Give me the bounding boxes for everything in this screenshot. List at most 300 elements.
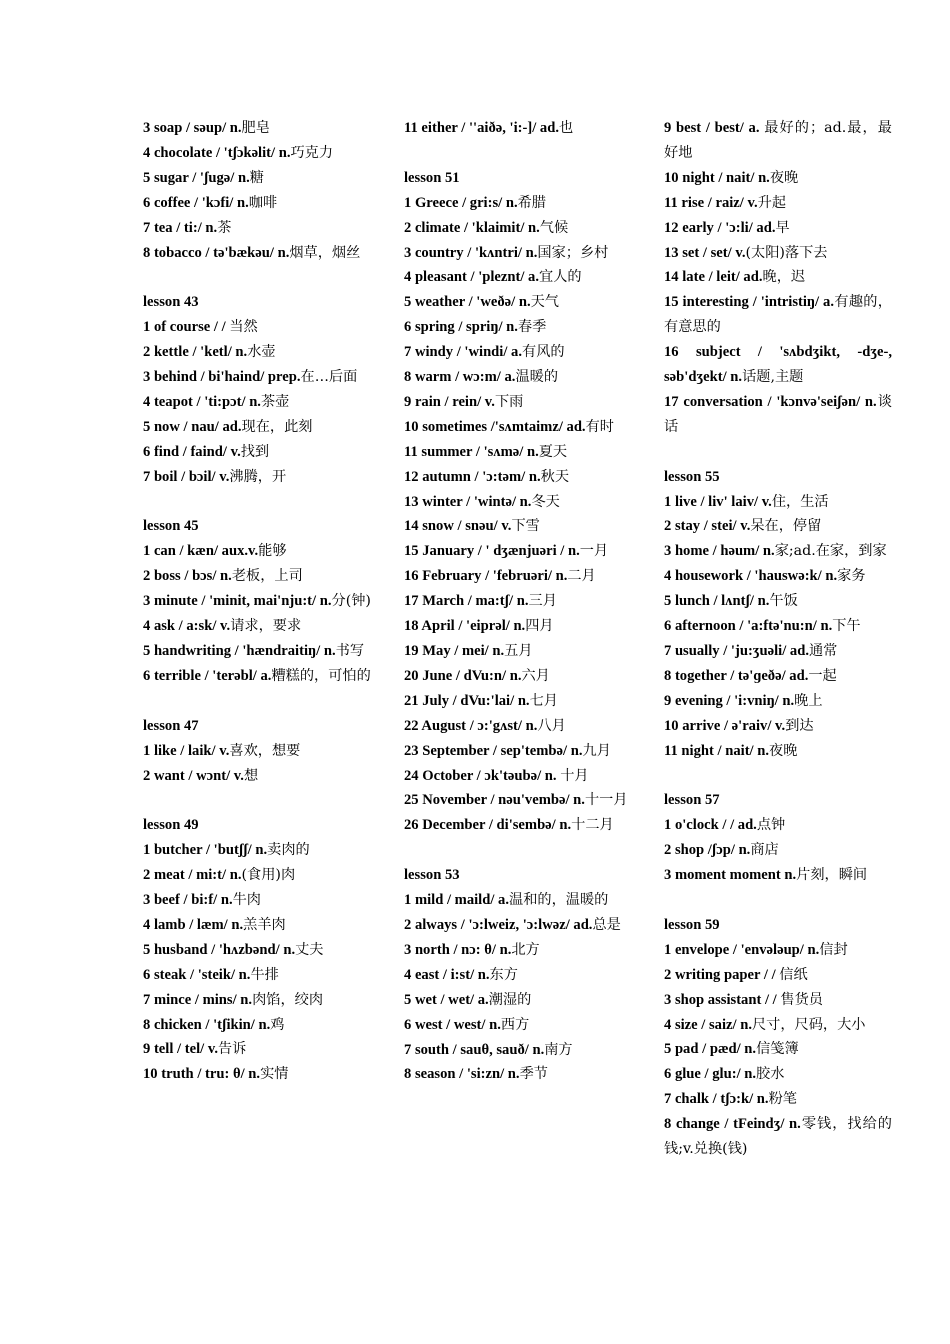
vocab-entry — [404, 1013, 632, 1038]
vocab-word: 23 September / sep'tembə/ n. — [404, 742, 583, 759]
vocab-meaning: 老板，上司 — [231, 568, 303, 585]
vocab-entry — [404, 938, 632, 963]
vocab-word: 10 arrive / ə'raiv/ v. — [664, 717, 786, 734]
lesson-heading: lesson 49 — [143, 817, 199, 834]
vocab-meaning: 书写 — [335, 643, 365, 659]
vocab-meaning: 鸡 — [270, 1016, 285, 1033]
vocab-entry — [143, 589, 371, 614]
vocab-entry — [143, 564, 371, 589]
vocab-entry — [404, 614, 632, 639]
vocab-entry — [143, 166, 371, 191]
vocab-entry — [404, 216, 632, 241]
vocab-entry — [404, 116, 632, 141]
vocab-entry — [143, 863, 371, 888]
vocab-meaning: 有时 — [585, 418, 614, 435]
vocab-entry — [143, 440, 371, 465]
vocab-entry — [143, 340, 371, 365]
vocab-word: 4 pleasant / 'pleznt/ a. — [404, 269, 539, 286]
vocab-meaning: 十二月 — [571, 817, 614, 834]
vocab-meaning: 胶水 — [756, 1066, 785, 1083]
vocab-word: 3 minute / 'minit, mai'nju:t/ n. — [143, 593, 332, 610]
vocab-meaning: 五月 — [504, 643, 533, 660]
lesson-heading: lesson 43 — [143, 294, 199, 311]
vocab-entry — [404, 290, 632, 315]
vocab-word: 11 rise / raiz/ v. — [664, 194, 758, 211]
vocab-entry — [664, 838, 892, 863]
vocab-entry — [404, 1038, 632, 1063]
vocab-word: 1 can / kæn/ aux.v. — [143, 543, 259, 560]
vocab-entry — [143, 1062, 371, 1087]
vocab-entry — [404, 813, 632, 838]
vocab-entry — [664, 166, 892, 191]
vocab-entry — [664, 191, 892, 216]
vocab-word: 16 February / 'februəri/ n. — [404, 568, 568, 585]
vocab-entry — [404, 365, 632, 390]
vocab-entry — [664, 340, 892, 390]
vocab-entry — [664, 216, 892, 241]
vocab-word: 24 October / ɔk'təubə/ n. — [404, 767, 561, 784]
vocab-entry — [664, 614, 892, 639]
vocab-meaning: 话题,主题 — [742, 369, 804, 386]
vocab-entry — [404, 340, 632, 365]
vocab-meaning: 晚，迟 — [762, 269, 806, 286]
vocab-word: 4 east / i:st/ n. — [404, 966, 490, 983]
vocab-meaning: 二月 — [567, 568, 596, 585]
vocab-entry — [664, 116, 892, 166]
vocab-entry — [404, 888, 632, 913]
vocab-meaning: (食用)肉 — [241, 867, 296, 884]
vocab-entry — [143, 913, 371, 938]
vocab-meaning: 住，生活 — [771, 493, 829, 510]
vocab-meaning: 总是 — [592, 916, 621, 933]
vocab-entry — [143, 191, 371, 216]
vocab-word: 2 kettle / 'ketl/ n. — [143, 344, 248, 361]
vocab-meaning: 咖啡 — [248, 194, 278, 211]
column-2 — [404, 116, 632, 1087]
section-spacer — [404, 141, 632, 166]
vocab-meaning: 也 — [558, 120, 574, 136]
vocab-entry — [143, 1013, 371, 1038]
vocab-entry — [664, 1112, 892, 1162]
vocab-meaning: 天气 — [530, 294, 559, 311]
vocab-entry — [404, 265, 632, 290]
vocab-word: 7 chalk / tʃɔ:k/ n. — [664, 1091, 769, 1108]
vocab-entry — [664, 564, 892, 589]
vocab-meaning: 信纸 — [779, 966, 808, 983]
vocab-word: 16 subject / 'sʌbdʒikt, -dʒe-, səb'dʒekt/ n. — [664, 344, 892, 386]
vocab-entry — [664, 539, 892, 564]
vocab-word: 20 June / dVu:n/ n. — [404, 667, 522, 684]
vocab-word: 10 night / nait/ n. — [664, 169, 770, 186]
vocab-word: 5 pad / pæd/ n. — [664, 1041, 757, 1058]
vocab-entry — [404, 465, 632, 490]
vocab-entry — [664, 1062, 892, 1087]
vocab-word: 5 wet / wet/ a. — [404, 991, 489, 1008]
vocab-meaning: 下雨 — [494, 393, 524, 410]
vocab-entry — [143, 664, 371, 689]
vocab-meaning: 实情 — [260, 1066, 289, 1083]
vocab-meaning: 夜晚 — [769, 169, 799, 186]
vocab-word: 3 soap / səup/ n. — [143, 120, 242, 136]
vocab-word: 3 north / nɔ: θ/ n. — [404, 941, 512, 958]
vocab-word: 11 either / ''aiðə, 'i:-]/ ad. — [404, 120, 559, 136]
vocab-meaning: 午饭 — [769, 593, 798, 610]
vocab-word: 3 moment moment n. — [664, 867, 797, 884]
vocab-entry — [404, 390, 632, 415]
vocab-entry — [404, 739, 632, 764]
vocab-word: 7 windy / 'windi/ a. — [404, 344, 523, 361]
vocab-word: 10 truth / tru: θ/ n. — [143, 1066, 261, 1083]
vocab-meaning: 烟草，烟丝 — [289, 244, 361, 261]
vocab-meaning: 牛肉 — [232, 892, 261, 909]
vocab-meaning: 有风的 — [522, 344, 565, 361]
vocab-entry — [143, 988, 371, 1013]
vocab-meaning: 下午 — [832, 618, 861, 635]
vocab-word: 6 spring / spriŋ/ n. — [404, 319, 518, 336]
vocab-word: 5 weather / 'weðə/ n. — [404, 294, 531, 311]
vocab-meaning: 一月 — [579, 543, 609, 560]
vocab-meaning: 谈话 — [664, 393, 892, 435]
vocab-word: 9 rain / rein/ v. — [404, 393, 495, 410]
vocab-word: 2 climate / 'klaimit/ n. — [404, 219, 540, 236]
section-spacer — [404, 838, 632, 863]
vocab-word: 8 chicken / 'tʃikin/ n. — [143, 1016, 271, 1033]
vocab-entry — [664, 1087, 892, 1112]
vocab-meaning: 九月 — [582, 742, 611, 759]
vocab-meaning: 一起 — [808, 667, 837, 684]
vocab-word: 2 shop /ʃɔp/ n. — [664, 842, 751, 859]
vocab-entry — [664, 639, 892, 664]
section-spacer — [664, 440, 892, 465]
vocab-meaning: 七月 — [529, 692, 558, 709]
vocab-word: 6 afternoon / 'a:ftə'nu:n/ n. — [664, 618, 833, 635]
vocab-entry — [664, 689, 892, 714]
vocab-meaning: 到达 — [785, 717, 814, 734]
vocab-word: 17 conversation / 'kɔnvə'seiʃən/ n. — [664, 393, 877, 410]
vocab-meaning: 商店 — [750, 842, 779, 859]
vocab-word: 4 size / saiz/ n. — [664, 1016, 752, 1033]
vocab-entry — [404, 490, 632, 515]
vocab-word: 17 March / ma:tʃ/ n. — [404, 593, 529, 610]
vocab-word: 9 evening / 'i:vniŋ/ n. — [664, 692, 795, 709]
vocab-word: 2 want / wɔnt/ v. — [143, 767, 244, 784]
vocab-entry — [404, 191, 632, 216]
vocab-entry — [143, 888, 371, 913]
vocab-entry — [143, 141, 371, 166]
vocab-entry — [404, 539, 632, 564]
vocab-entry — [143, 241, 371, 266]
vocab-meaning: 信笺簿 — [756, 1041, 799, 1058]
vocab-word: 8 season / 'si:zn/ n. — [404, 1066, 520, 1083]
vocab-meaning: 希腊 — [517, 194, 546, 211]
vocab-meaning: 南方 — [544, 1041, 573, 1058]
vocab-meaning: 告诉 — [217, 1041, 247, 1058]
vocab-meaning: 温暖的 — [515, 369, 559, 386]
lesson-heading: lesson 57 — [664, 792, 720, 809]
vocab-meaning: 呆在，停留 — [750, 518, 822, 535]
vocab-word: 1 live / liv' laiv/ v. — [664, 493, 772, 510]
vocab-entry — [404, 788, 632, 813]
vocab-entry — [143, 639, 371, 664]
vocab-meaning: 家;ad.在家，到家 — [774, 543, 887, 560]
lesson-heading: lesson 47 — [143, 717, 199, 734]
vocab-word: 13 set / set/ v. — [664, 244, 746, 261]
vocab-meaning: 十月 — [560, 767, 589, 784]
vocab-entry — [664, 390, 892, 440]
vocab-meaning: 糟糕的，可怕的 — [271, 667, 371, 684]
vocab-word: 13 winter / 'wintə/ n. — [404, 493, 532, 510]
vocab-word: 3 shop assistant / / — [664, 991, 781, 1008]
vocab-word: 1 envelope / 'envələup/ n. — [664, 941, 820, 958]
vocab-word: 1 butcher / 'butʃʃ/ n. — [143, 842, 268, 859]
vocab-meaning: 春季 — [517, 319, 547, 336]
vocab-meaning: 想 — [243, 767, 259, 784]
vocab-word: 6 glue / glu:/ n. — [664, 1066, 757, 1083]
vocab-word: 4 ask / a:sk/ v. — [143, 618, 231, 635]
vocab-entry — [664, 863, 892, 888]
lesson-heading: lesson 55 — [664, 468, 720, 485]
column-1 — [143, 116, 371, 1087]
vocab-word: 6 terrible / 'terəbl/ a. — [143, 667, 272, 684]
vocab-entry — [404, 589, 632, 614]
vocab-word: 1 o'clock / / ad. — [664, 817, 757, 834]
vocab-meaning: 尺寸，尺码，大小 — [751, 1016, 866, 1033]
vocab-entry — [143, 614, 371, 639]
vocab-entry — [404, 415, 632, 440]
vocab-entry — [143, 938, 371, 963]
vocab-meaning: 丈夫 — [295, 941, 324, 958]
vocab-word: 6 find / faind/ v. — [143, 443, 241, 460]
vocab-meaning: 六月 — [521, 667, 550, 684]
vocab-entry — [404, 963, 632, 988]
vocab-meaning: 十一月 — [584, 792, 628, 809]
vocab-meaning: 片刻，瞬间 — [796, 867, 868, 884]
vocab-meaning: 早 — [775, 219, 790, 236]
vocab-entry — [664, 963, 892, 988]
vocab-entry — [664, 813, 892, 838]
vocab-entry — [664, 938, 892, 963]
vocab-word: 4 teapot / 'ti:pɔt/ n. — [143, 393, 261, 410]
vocab-meaning: 有趣的，有意思的 — [664, 294, 892, 336]
vocab-word: 5 now / nau/ ad. — [143, 418, 242, 435]
vocab-word: 4 housework / 'hauswə:k/ n. — [664, 568, 838, 585]
vocab-meaning: 北方 — [511, 941, 540, 958]
vocab-meaning: 在…后面 — [300, 369, 358, 386]
vocab-meaning: 售货员 — [780, 991, 823, 1008]
vocab-meaning: 水壶 — [247, 344, 276, 361]
vocab-meaning: 粉笔 — [768, 1091, 797, 1108]
vocab-meaning: 肥皂 — [241, 120, 270, 136]
vocab-word: 3 home / həum/ n. — [664, 543, 775, 560]
vocab-meaning: 升起 — [757, 194, 787, 211]
vocab-word: 5 sugar / 'ʃugə/ n. — [143, 169, 250, 186]
vocab-entry — [404, 1062, 632, 1087]
vocab-entry — [404, 440, 632, 465]
vocab-entry — [664, 490, 892, 515]
vocab-meaning: 西方 — [500, 1016, 530, 1033]
vocab-meaning: 巧克力 — [290, 144, 334, 161]
vocab-meaning: 四月 — [525, 618, 554, 635]
vocab-word: 1 like / laik/ v. — [143, 742, 230, 759]
vocab-entry — [143, 365, 371, 390]
section-spacer — [143, 788, 371, 813]
vocab-word: 14 late / leit/ ad. — [664, 269, 763, 286]
vocab-word: 5 handwriting / 'hændraitiŋ/ n. — [143, 643, 336, 659]
vocab-entry — [404, 664, 632, 689]
vocab-meaning: 现在，此刻 — [241, 418, 313, 435]
vocab-word: 7 usually / 'ju:ʒuəli/ ad. — [664, 643, 809, 660]
vocab-meaning: 点钟 — [756, 817, 786, 834]
vocab-word: 7 tea / ti:/ n. — [143, 219, 218, 236]
vocab-word: 26 December / di'sembə/ n. — [404, 817, 572, 834]
vocab-entry — [404, 639, 632, 664]
vocab-meaning: 卖肉的 — [267, 842, 310, 859]
vocab-meaning: 秋天 — [540, 468, 570, 485]
vocab-entry — [143, 764, 371, 789]
vocab-meaning: 东方 — [489, 966, 518, 983]
vocab-word: 2 stay / stei/ v. — [664, 518, 751, 535]
vocab-word: 6 west / west/ n. — [404, 1016, 501, 1033]
vocab-entry — [664, 514, 892, 539]
vocab-meaning: 找到 — [240, 443, 270, 460]
vocab-meaning: (太阳)落下去 — [745, 244, 828, 261]
vocab-entry — [143, 539, 371, 564]
vocab-word: 2 boss / bɔs/ n. — [143, 568, 232, 585]
vocab-word: 2 meat / mi:t/ n. — [143, 867, 242, 884]
vocab-entry — [404, 913, 632, 938]
vocab-word: 7 boil / bɔil/ v. — [143, 468, 230, 485]
vocab-entry — [664, 739, 892, 764]
vocab-word: 1 mild / maild/ a. — [404, 892, 510, 909]
vocab-entry — [404, 315, 632, 340]
vocab-word: 11 summer / 'sʌmə/ n. — [404, 443, 539, 460]
vocab-entry — [143, 390, 371, 415]
vocab-word: 4 lamb / læm/ n. — [143, 916, 244, 933]
vocab-entry — [664, 714, 892, 739]
vocab-meaning: 通常 — [808, 643, 838, 660]
vocab-entry — [404, 514, 632, 539]
vocab-word: 8 change / tFeindʒ/ n. — [664, 1116, 801, 1133]
vocab-meaning: 当然 — [229, 319, 258, 336]
vocab-word: 12 early / 'ɔ:li/ ad. — [664, 219, 776, 236]
vocab-word: 8 warm / wɔ:m/ a. — [404, 369, 516, 386]
vocab-word: 7 south / sauθ, sauð/ n. — [404, 1041, 545, 1058]
vocab-word: 15 January / ' dʒænjuəri / n. — [404, 543, 580, 560]
vocab-meaning: 分(钟) — [331, 593, 371, 610]
vocab-entry — [664, 1037, 892, 1062]
section-spacer — [143, 490, 371, 515]
vocab-entry — [404, 241, 632, 266]
vocab-word: 1 Greece / gri:s/ n. — [404, 194, 518, 211]
lesson-heading: lesson 59 — [664, 916, 720, 933]
vocab-word: 19 May / mei/ n. — [404, 643, 505, 660]
vocab-meaning: 三月 — [528, 593, 557, 610]
section-spacer — [664, 888, 892, 913]
vocab-meaning: 下雪 — [511, 518, 540, 535]
vocab-entry — [664, 241, 892, 266]
vocab-meaning: 零钱，找给的钱;v.兑换(钱) — [664, 1116, 892, 1158]
vocab-meaning: 茶壶 — [260, 393, 290, 410]
vocab-entry — [404, 689, 632, 714]
vocab-entry — [664, 265, 892, 290]
vocab-meaning: 请求，要求 — [230, 618, 302, 635]
vocab-meaning: 晚上 — [794, 692, 823, 709]
vocab-word: 7 mince / mins/ n. — [143, 991, 253, 1008]
vocab-meaning: 家务 — [837, 568, 866, 585]
vocab-entry — [404, 564, 632, 589]
vocab-entry — [143, 1037, 371, 1062]
lesson-heading: lesson 51 — [404, 169, 460, 186]
vocab-meaning: 八月 — [537, 717, 566, 734]
vocab-meaning: 信封 — [819, 941, 848, 958]
vocab-entry — [143, 739, 371, 764]
vocab-entry — [664, 1013, 892, 1038]
vocab-meaning: 羔羊肉 — [243, 916, 286, 933]
vocab-meaning: 糖 — [249, 169, 264, 186]
vocab-entry — [664, 290, 892, 340]
vocab-word: 2 always / 'ɔ:lweiz, 'ɔ:lwəz/ ad. — [404, 916, 593, 933]
section-spacer — [664, 764, 892, 789]
vocab-meaning: 国家；乡村 — [537, 244, 609, 261]
vocab-entry — [404, 988, 632, 1013]
vocab-word: 5 husband / 'hʌzbənd/ n. — [143, 941, 296, 958]
vocab-word: 3 behind / bi'haind/ prep. — [143, 369, 301, 386]
vocab-word: 6 steak / 'steik/ n. — [143, 966, 251, 983]
vocab-meaning: 最好的；ad.最，最好地 — [664, 120, 892, 161]
vocab-entry — [143, 838, 371, 863]
vocab-word: 25 November / nəu'vembə/ n. — [404, 792, 585, 809]
vocab-word: 8 together / tə'ɡeðə/ ad. — [664, 667, 809, 684]
vocab-word: 3 beef / bi:f/ n. — [143, 892, 233, 909]
vocab-word: 22 August / ɔ:'gʌst/ n. — [404, 717, 538, 734]
vocab-meaning: 夜晚 — [769, 742, 798, 759]
vocab-entry — [143, 465, 371, 490]
vocab-word: 6 coffee / 'kɔfi/ n. — [143, 194, 249, 211]
vocab-word: 12 autumn / 'ɔ:təm/ n. — [404, 468, 541, 485]
vocab-entry — [664, 988, 892, 1013]
vocab-meaning: 沸腾，开 — [229, 468, 287, 485]
vocab-entry — [404, 764, 632, 789]
vocab-word: 5 lunch / lʌntʃ/ n. — [664, 593, 770, 610]
vocab-word: 15 interesting / 'intristiŋ/ a. — [664, 294, 835, 311]
vocab-entry — [143, 415, 371, 440]
vocab-meaning: 气候 — [539, 219, 569, 236]
vocab-entry — [143, 315, 371, 340]
vocab-meaning: 能够 — [258, 543, 287, 560]
vocab-word: 1 of course / / — [143, 319, 230, 336]
vocab-entry — [143, 216, 371, 241]
vocab-meaning: 冬天 — [531, 493, 560, 510]
vocab-meaning: 茶 — [217, 219, 232, 236]
vocab-entry — [143, 963, 371, 988]
vocab-word: 2 writing paper / / — [664, 966, 780, 983]
vocab-entry — [143, 116, 371, 141]
vocab-word: 11 night / nait/ n. — [664, 742, 770, 759]
vocab-word: 9 tell / tel/ v. — [143, 1041, 218, 1058]
vocab-meaning: 宜人的 — [539, 269, 582, 286]
lesson-heading: lesson 45 — [143, 518, 199, 535]
vocab-meaning: 肉馅，绞肉 — [252, 991, 324, 1008]
vocab-word: 3 country / 'kʌntri/ n. — [404, 244, 538, 261]
vocab-word: 8 tobacco / tə'bækəu/ n. — [143, 244, 290, 261]
column-3 — [664, 116, 892, 1162]
vocab-meaning: 牛排 — [250, 966, 279, 983]
vocab-meaning: 夏天 — [538, 443, 568, 460]
vocab-word: 9 best / best/ a. — [664, 120, 765, 136]
section-spacer — [143, 265, 371, 290]
vocab-meaning: 温和的，温暖的 — [509, 892, 609, 909]
section-spacer — [143, 689, 371, 714]
